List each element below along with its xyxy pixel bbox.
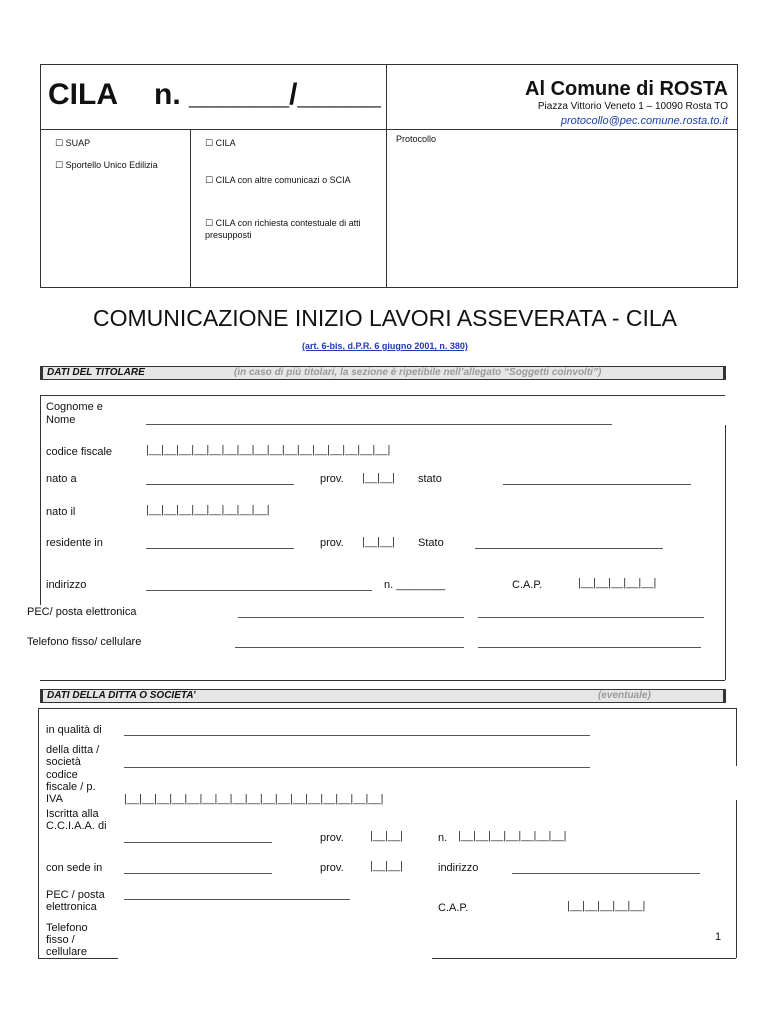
comune-pec-link[interactable] [561, 115, 728, 127]
cila-title: CILA [48, 78, 118, 111]
field-pec-titolare-2[interactable] [478, 617, 704, 618]
header-divider-horizontal [40, 129, 386, 130]
checkbox-cila-richiesta[interactable]: ☐ CILA con richiesta contestuale di atti presupposti [205, 218, 361, 240]
subtitle-link[interactable] [0, 341, 770, 351]
label-prov-residenza: prov. [320, 537, 344, 549]
field-prov-nascita[interactable]: |__|__| [362, 472, 396, 484]
field-prov-cciaa[interactable]: |__|__| [370, 830, 404, 842]
label-cciaa: Iscritta alla C.C.I.A.A. di [46, 808, 107, 832]
section-note-ditta: (eventuale) [598, 690, 651, 701]
field-pec-titolare-1[interactable] [238, 617, 464, 618]
section-label-ditta: DATI DELLA DITTA O SOCIETA’ [47, 690, 196, 701]
ditta-right-border-lower [736, 800, 737, 958]
label-pec-titolare: PEC/ posta elettronica [27, 606, 137, 618]
label-cognome-nome: Cognome e Nome [46, 401, 103, 426]
label-residente-in: residente in [46, 537, 103, 549]
titolare-bottom-border [40, 680, 725, 681]
checkbox-column-divider [190, 129, 191, 288]
label-codice-fiscale: codice fiscale [46, 446, 113, 458]
label-ditta: della ditta / società [46, 744, 100, 768]
titolare-right-border [725, 425, 726, 680]
protocollo-top-line [386, 129, 738, 130]
field-prov-sede[interactable]: |__|__| [370, 860, 404, 872]
comune-title: Al Comune di ROSTA [525, 78, 728, 100]
label-stato-residenza: Stato [418, 537, 444, 549]
field-sede[interactable] [124, 873, 272, 874]
label-telefono-ditta: Telefono fisso / cellulare [46, 922, 88, 958]
field-numero-civico[interactable]: n. ________ [384, 579, 446, 591]
label-indirizzo: indirizzo [46, 579, 87, 591]
comune-address: Piazza Vittorio Veneto 1 – 10090 Rosta TO [537, 101, 728, 112]
protocollo-label: Protocollo [396, 134, 437, 144]
section-note-titolare: (in caso di più titolari, la sezione è ripetibile nell’allegato “Soggetti coinvolti”) [234, 367, 602, 378]
ditta-bottom-border-left [38, 958, 118, 959]
field-indirizzo[interactable] [146, 590, 372, 591]
section-label-titolare: DATI DEL TITOLARE [47, 367, 145, 378]
ditta-top-border [38, 708, 736, 709]
field-cognome-nome[interactable] [146, 424, 612, 425]
titolare-top-border [40, 395, 725, 396]
pec-link-text[interactable]: protocollo@pec.comune.rosta.to.it [560, 115, 728, 127]
label-prov-cciaa: prov. [320, 832, 344, 844]
ditta-bottom-border-right [432, 958, 736, 959]
label-sede: con sede in [46, 862, 103, 874]
field-cciaa[interactable] [124, 842, 272, 843]
label-n-cciaa: n. [438, 832, 448, 844]
field-data-nascita[interactable]: |__|__|__|__|__|__|__|__| [146, 504, 270, 516]
field-indirizzo-ditta[interactable] [512, 873, 700, 874]
field-qualita[interactable] [124, 735, 590, 736]
field-nato-a[interactable] [146, 484, 294, 485]
checkbox-cila[interactable]: ☐ CILA [205, 138, 236, 148]
field-prov-residenza[interactable]: |__|__| [362, 536, 396, 548]
label-prov-sede: prov. [320, 862, 344, 874]
field-ditta[interactable] [124, 767, 590, 768]
label-telefono-titolare: Telefono fisso/ cellulare [27, 636, 142, 648]
field-cf-piva[interactable]: |__|__|__|__|__|__|__|__|__|__|__|__|__|__|__|__|__| [124, 793, 384, 805]
label-cap-ditta: C.A.P. [438, 902, 469, 914]
main-title: COMUNICAZIONE INIZIO LAVORI ASSEVERATA - CILA [92, 305, 678, 331]
field-telefono-titolare-2[interactable] [478, 647, 701, 648]
field-stato-nascita[interactable] [503, 484, 691, 485]
ditta-right-border [736, 708, 737, 766]
field-n-cciaa[interactable]: |__|__|__|__|__|__|__| [458, 830, 567, 842]
label-prov-nascita: prov. [320, 473, 344, 485]
checkbox-suap[interactable]: ☐ SUAP [55, 138, 91, 148]
label-qualita: in qualità di [46, 724, 102, 736]
field-codice-fiscale[interactable]: |__|__|__|__|__|__|__|__|__|__|__|__|__|__|__|__| [146, 444, 391, 456]
field-cap[interactable]: |__|__|__|__|__| [578, 577, 657, 589]
field-stato-residenza[interactable] [475, 548, 663, 549]
label-nato-il: nato il [46, 506, 76, 518]
field-telefono-titolare-1[interactable] [235, 647, 464, 648]
field-residente-in[interactable] [146, 548, 294, 549]
checkbox-sportello-unico[interactable]: ☐ Sportello Unico Edilizia [55, 160, 158, 170]
subtitle-link-text[interactable]: (art. 6-bis, d.P.R. 6 giugno 2001, n. 380) [302, 341, 468, 351]
field-pec-ditta[interactable] [124, 899, 350, 900]
cila-number-field[interactable]: n. ______/_____ [154, 78, 381, 111]
label-nato-a: nato a [46, 473, 77, 485]
field-cap-ditta[interactable]: |__|__|__|__|__| [567, 900, 646, 912]
header-divider-vertical [386, 64, 387, 288]
ditta-left-border [38, 708, 39, 958]
label-cap: C.A.P. [512, 579, 543, 591]
label-pec-ditta: PEC / posta elettronica [46, 889, 105, 913]
checkbox-cila-altre[interactable]: ☐ CILA con altre comunicazi o SCIA [205, 175, 351, 185]
page-number: 1 [715, 931, 722, 943]
label-cf-piva: codice fiscale / p. IVA [46, 769, 96, 805]
label-indirizzo-ditta: indirizzo [438, 862, 479, 874]
titolare-left-border [40, 395, 41, 605]
label-stato-nascita: stato [418, 473, 442, 485]
